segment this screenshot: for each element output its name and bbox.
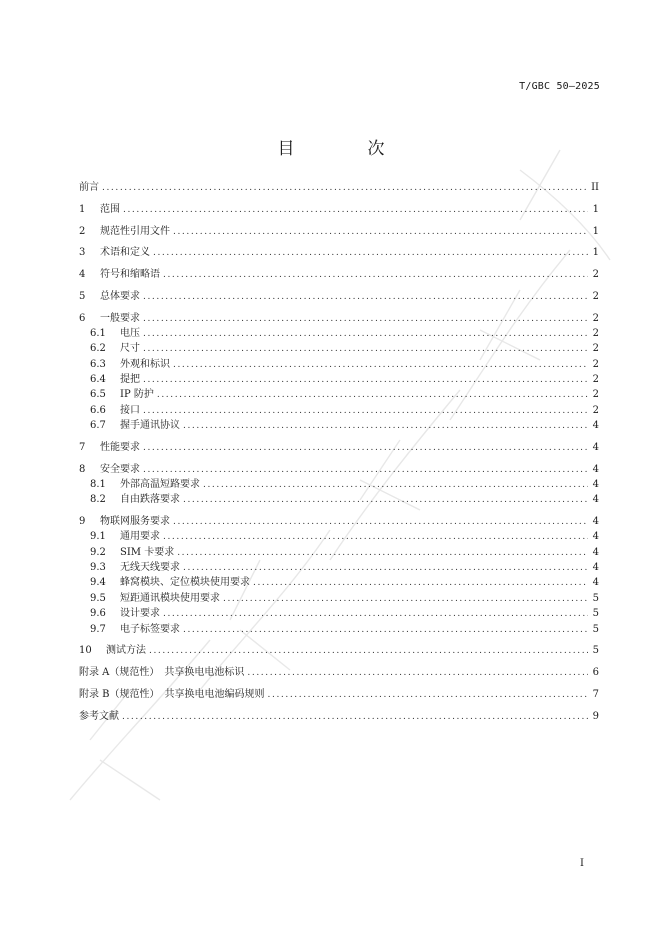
toc-dot-leader [153,246,588,260]
toc-entry-page: 4 [592,494,599,506]
toc-dot-leader [102,181,588,195]
toc-entry[interactable] [79,462,599,477]
toc-entry-label: 符号和缩略语 [100,269,160,280]
toc-entry-page: 2 [592,404,599,416]
toc-entry-label: 物联网服务要求 [100,515,170,527]
toc-entry-number: 5 [79,290,86,302]
toc-dot-leader [173,225,588,239]
toc-entry-number: 9.7 [90,623,106,635]
toc-entry[interactable] [79,545,599,560]
toc-entry-label: 外观和标识 [120,358,170,370]
page-title: 目 次 [277,139,413,159]
toc-entry-number: 9.4 [90,577,106,589]
toc-entry-label: IP 防护 [120,389,154,401]
toc-entry[interactable] [79,311,599,326]
toc-entry-page: 4 [592,441,599,453]
toc-entry-page: 6 [592,667,599,678]
toc-entry-number: 6.1 [90,327,106,339]
toc-entry-number: 3 [79,247,86,259]
toc-entry-page: 1 [592,203,599,215]
toc-entry-label: 尺寸 [120,343,140,355]
toc-entry-number: 9.3 [90,562,106,574]
toc-dot-leader [143,404,588,418]
toc-dot-leader [223,592,588,606]
toc-entry-number: 9.2 [90,546,106,558]
toc-entry-label: 术语和定义 [100,247,150,259]
toc-entry-page: 4 [592,515,599,527]
toc-dot-leader [157,388,588,402]
toc-entry-page: 5 [592,645,599,657]
toc-dot-leader [143,463,588,477]
toc-entry-label: 附录 B（规范性） 共享换电电池编码规则 [79,688,265,700]
toc-entry-label: 前言 [79,182,99,193]
toc-dot-leader [183,419,588,433]
toc-entry-label: 电压 [120,327,140,339]
toc-entry-label: 参考文献 [79,710,119,722]
toc-entry[interactable] [79,643,599,658]
toc-entry-label: SIM 卡要求 [120,546,175,558]
toc-entry[interactable] [79,591,599,606]
toc-entry-page: 2 [592,312,599,324]
toc-dot-leader [143,327,588,341]
toc-entry[interactable] [79,224,599,239]
page-number: I [580,858,584,869]
toc-dot-leader [183,561,588,575]
toc-dot-leader [183,623,588,637]
toc-dot-leader [163,268,588,282]
toc-entry-label: 通用要求 [120,531,160,543]
toc-entry-page: 2 [592,327,599,339]
toc-dot-leader [247,666,588,680]
toc-entry-page: 4 [592,463,599,475]
toc-entry[interactable] [79,341,599,356]
toc-entry[interactable] [79,492,599,507]
toc-entry-number: 6.5 [90,389,106,401]
toc-entry-label: 测试方法 [106,645,146,657]
toc-entry-number: 7 [79,441,86,453]
toc-entry-number: 6.3 [90,358,106,370]
toc-entry-number: 6.4 [90,373,106,385]
toc-entry-number: 9 [79,515,86,527]
toc-entry[interactable] [79,403,599,418]
toc-entry-label: 总体要求 [100,290,140,302]
toc-entry-label: 范围 [100,203,120,215]
toc-entry-number: 9.6 [90,608,106,620]
toc-entry-label: 安全要求 [100,463,140,475]
toc-entry-page: 2 [592,290,599,302]
toc-entry-number: 9.1 [90,531,106,543]
toc-entry[interactable] [79,665,599,680]
toc-entry-number: 6 [79,312,86,324]
toc-entry[interactable] [79,529,599,544]
table-of-contents [79,180,599,724]
toc-entry-label: 外部高温短路要求 [120,478,200,490]
toc-entry-label: 握手通讯协议 [120,420,180,432]
toc-dot-leader [177,546,588,560]
toc-entry-number: 6.2 [90,343,106,355]
toc-entry[interactable] [79,622,599,637]
toc-dot-leader [163,530,588,544]
toc-entry-number: 8.1 [90,478,106,490]
toc-entry-label: 自由跌落要求 [120,494,180,506]
toc-dot-leader [143,441,588,455]
toc-dot-leader [173,358,588,372]
toc-entry-page: 1 [592,247,599,259]
toc-dot-leader [143,312,588,326]
toc-entry-label: 一般要求 [100,312,140,324]
toc-entry[interactable] [79,357,599,372]
toc-entry[interactable] [79,326,599,341]
toc-entry-page: 7 [592,688,599,700]
toc-entry-number: 6.7 [90,420,106,432]
toc-entry-page: 4 [592,478,599,490]
toc-entry-label: 规范性引用文件 [100,225,170,237]
toc-dot-leader [143,373,588,387]
toc-entry-number: 8 [79,463,86,475]
toc-entry[interactable] [79,514,599,529]
toc-dot-leader [183,493,588,507]
toc-entry-page: 2 [592,269,599,280]
toc-entry[interactable] [79,180,599,195]
toc-dot-leader [253,576,588,590]
toc-entry-page: 9 [592,710,599,722]
toc-dot-leader [143,290,588,304]
toc-dot-leader [163,607,588,621]
toc-dot-leader [149,644,588,658]
toc-entry-page: 5 [592,592,599,604]
document-code: T/GBC 50—2025 [519,81,600,92]
toc-entry[interactable] [79,606,599,621]
toc-entry-page: 2 [592,373,599,385]
toc-entry[interactable] [79,267,599,282]
toc-entry[interactable] [79,477,599,492]
toc-entry[interactable] [79,440,599,455]
toc-entry-page: 4 [592,577,599,589]
toc-entry-number: 8.2 [90,494,106,506]
toc-entry[interactable] [79,687,599,702]
toc-entry-page: 2 [592,358,599,370]
toc-entry[interactable] [79,709,599,724]
toc-entry-page: 1 [592,225,599,237]
toc-dot-leader [203,478,588,492]
toc-entry-label: 提把 [120,373,140,385]
toc-entry-number: 10 [79,645,92,657]
toc-entry[interactable] [79,387,599,402]
toc-entry-label: 性能要求 [100,441,140,453]
toc-entry-page: 2 [592,389,599,401]
toc-entry[interactable] [79,560,599,575]
toc-entry-page: 5 [592,608,599,620]
toc-entry[interactable] [79,372,599,387]
toc-entry[interactable] [79,202,599,217]
toc-entry-number: 4 [79,269,86,280]
toc-entry[interactable] [79,289,599,304]
toc-dot-leader [268,688,588,702]
toc-entry-page: 2 [592,343,599,355]
toc-entry-label: 无线天线要求 [120,562,180,574]
toc-dot-leader [173,515,588,529]
toc-entry-page: 4 [592,531,599,543]
toc-dot-leader [143,342,588,356]
toc-entry-label: 接口 [120,404,140,416]
toc-entry-page: 4 [592,420,599,432]
toc-entry-page: 4 [592,546,599,558]
toc-entry-number: 6.6 [90,404,106,416]
toc-dot-leader [123,203,588,217]
toc-entry[interactable] [79,418,599,433]
toc-dot-leader [122,710,588,724]
toc-entry-label: 设计要求 [120,608,160,620]
toc-entry-label: 电子标签要求 [120,623,180,635]
toc-entry-label: 短距通讯模块使用要求 [120,592,220,604]
toc-entry-page: 5 [592,623,599,635]
toc-entry-number: 9.5 [90,592,106,604]
toc-entry-page: II [591,182,599,193]
toc-entry-label: 蜂窝模块、定位模块使用要求 [120,577,250,589]
toc-entry-number: 1 [79,203,86,215]
toc-entry[interactable] [79,575,599,590]
toc-entry[interactable] [79,245,599,260]
toc-entry-number: 2 [79,225,86,237]
toc-entry-label: 附录 A（规范性） 共享换电电池标识 [79,667,245,678]
toc-entry-page: 4 [592,562,599,574]
